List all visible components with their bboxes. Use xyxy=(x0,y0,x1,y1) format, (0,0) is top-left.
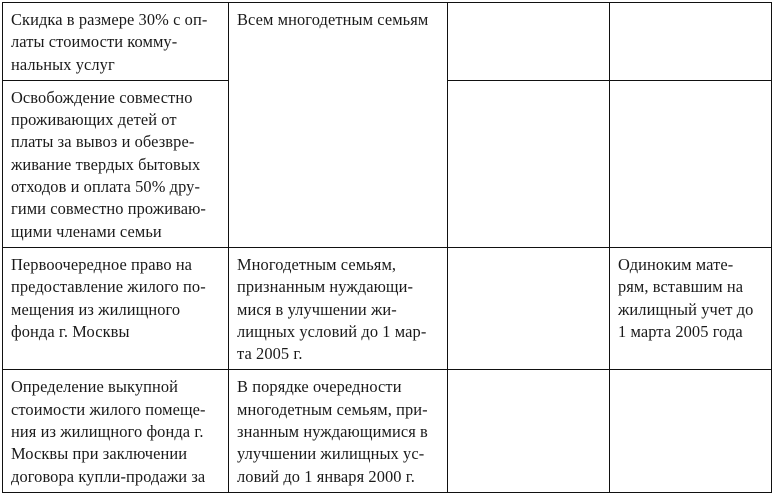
cell-text-line: Всем многодетным семьям xyxy=(237,10,429,29)
cell-text-line: латы стоимости комму- xyxy=(11,32,178,52)
cell-text-line: жилищный учет до xyxy=(618,299,754,319)
empty-cell xyxy=(448,370,610,492)
empty-cell xyxy=(448,80,610,247)
recipients-cell xyxy=(229,247,448,369)
cell-text-line: отходов и оплата 50% дру- xyxy=(11,177,201,197)
cell-text-line: Одиноким мате- xyxy=(618,254,734,274)
cell-text-line: фонда г. Москвы xyxy=(11,321,130,341)
cell-text-line: многодетным семьям, при- xyxy=(237,399,428,419)
benefit-cell xyxy=(3,247,229,369)
cell-text-line: признанным нуждающи- xyxy=(237,277,414,297)
empty-cell xyxy=(448,247,610,369)
cell-text-line: проживающих детей от xyxy=(11,110,177,130)
recipients-cell xyxy=(229,3,448,248)
table-row xyxy=(3,247,772,369)
empty-cell xyxy=(610,3,772,81)
cell-text-line: гими совместно проживаю- xyxy=(11,199,206,219)
cell-text-line: Определение выкупной xyxy=(11,377,179,397)
benefit-cell xyxy=(3,370,229,492)
cell-text-line: живание твердых бытовых xyxy=(11,154,201,174)
cell-text-line: Первоочередное право на xyxy=(11,254,193,274)
benefits-table xyxy=(2,2,772,493)
benefit-cell xyxy=(3,3,229,81)
cell-text-line: мещения из жилищного xyxy=(11,299,181,319)
empty-cell xyxy=(448,3,610,81)
empty-cell xyxy=(610,80,772,247)
table-row xyxy=(3,370,772,492)
table-row xyxy=(3,3,772,81)
cell-text-line: та 2005 г. xyxy=(237,344,303,364)
cell-text-line: предоставление жилого по- xyxy=(11,277,206,297)
cell-text-line: ловий до 1 января 2000 г. xyxy=(237,466,415,486)
cell-text-line: ния из жилищного фонда г. xyxy=(11,422,204,442)
cell-text-line: Скидка в размере 30% с оп- xyxy=(11,10,208,29)
empty-cell xyxy=(610,370,772,492)
recipients-cell xyxy=(229,370,448,492)
cell-text-line: Многодетным семьям, xyxy=(237,254,397,274)
cell-text-line: нальных услуг xyxy=(11,54,115,74)
cell-text-line: улучшении жилищных ус- xyxy=(237,444,425,464)
cell-text-line: мися в улучшении жи- xyxy=(237,299,397,319)
cell-text-line: договора купли-продажи за xyxy=(11,466,206,486)
single-mothers-cell xyxy=(610,247,772,369)
cell-text-line: 1 марта 2005 года xyxy=(618,321,743,341)
cell-text-line: рям, вставшим на xyxy=(618,277,744,297)
benefit-cell xyxy=(3,80,229,247)
cell-text-line: щими членами семьи xyxy=(11,221,162,241)
cell-text-line: платы за вывоз и обезвре- xyxy=(11,132,195,152)
cell-text-line: В порядке очередности xyxy=(237,377,402,397)
cell-text-line: стоимости жилого помеще- xyxy=(11,399,206,419)
cell-text-line: Москвы при заключении xyxy=(11,444,188,464)
cell-text-line: лищных условий до 1 мар- xyxy=(237,321,427,341)
cell-text-line: знанным нуждающимися в xyxy=(237,422,428,442)
cell-text-line: Освобождение совместно xyxy=(11,87,193,107)
